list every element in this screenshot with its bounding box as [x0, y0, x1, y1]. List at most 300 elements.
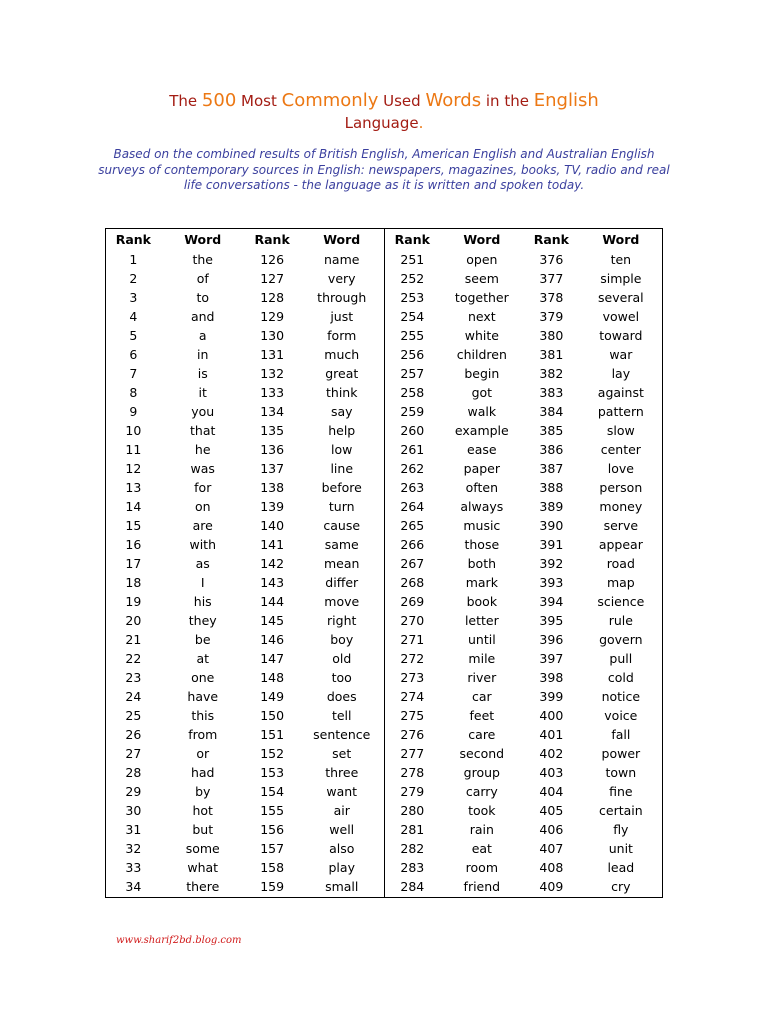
word-cell: eat [471, 841, 492, 856]
rank-cell: 404 [539, 784, 564, 799]
rank-cell: 137 [260, 461, 285, 476]
rank-cell: 264 [400, 499, 425, 514]
rank-cell: 276 [400, 727, 425, 742]
subtitle: Based on the combined results of British English, American English and Australian English surveys of contemporary sources in English: newspapers, magazines, books, TV, radio and real life conversations - the language as it is written and spoken today. [98, 147, 670, 192]
rank-cell: 284 [400, 879, 425, 894]
table-row [106, 307, 384, 326]
rank-cell: 7 [129, 366, 138, 381]
rank-cell: 392 [539, 556, 564, 571]
word-cell: carry [465, 784, 498, 799]
table-row [385, 649, 663, 668]
rank-cell: 33 [125, 860, 142, 875]
word-cell: move [324, 594, 360, 609]
word-cell: a [198, 328, 207, 343]
word-cell: great [325, 366, 359, 381]
rank-cell: 155 [260, 803, 285, 818]
table-row [385, 364, 663, 383]
word-cell: right [327, 613, 357, 628]
word-cell: mean [324, 556, 360, 571]
table-body-right [385, 250, 663, 896]
word-cell: lay [611, 366, 631, 381]
rank-cell: 268 [400, 575, 425, 590]
rank-cell: 273 [400, 670, 425, 685]
word-cell: room [465, 860, 498, 875]
table-row [106, 839, 384, 858]
rank-cell: 399 [539, 689, 564, 704]
word-cell: open [466, 252, 498, 267]
rank-cell: 406 [539, 822, 564, 837]
word-cell: before [321, 480, 362, 495]
rank-cell: 391 [539, 537, 564, 552]
word-cell: slow [606, 423, 635, 438]
title-highlight: English [533, 90, 599, 111]
rank-cell: 2 [129, 271, 138, 286]
word-cell: hot [192, 803, 213, 818]
rank-cell: 266 [400, 537, 425, 552]
rank-cell: 277 [400, 746, 425, 761]
table-row [385, 383, 663, 402]
word-cell: money [599, 499, 643, 514]
rank-cell: 263 [400, 480, 425, 495]
rank-cell: 8 [129, 385, 138, 400]
rank-cell: 409 [539, 879, 564, 894]
word-cell: children [456, 347, 507, 362]
rank-cell: 34 [125, 879, 142, 894]
word-cell: I [200, 575, 205, 590]
table-row [106, 687, 384, 706]
rank-cell: 397 [539, 651, 564, 666]
word-cell: sentence [313, 727, 371, 742]
word-cell: map [606, 575, 635, 590]
table-row [106, 706, 384, 725]
rank-cell: 147 [260, 651, 285, 666]
table-row [106, 326, 384, 345]
table-row [385, 630, 663, 649]
rank-cell: 385 [539, 423, 564, 438]
table-row [106, 269, 384, 288]
table-left [106, 229, 384, 896]
word-cell: ease [467, 442, 497, 457]
header-word: Word [602, 232, 640, 247]
rank-cell: 384 [539, 404, 564, 419]
rank-cell: 19 [125, 594, 142, 609]
rank-cell: 144 [260, 594, 285, 609]
word-cell: same [324, 537, 359, 552]
rank-cell: 256 [400, 347, 425, 362]
word-cell: from [188, 727, 218, 742]
rank-cell: 18 [125, 575, 142, 590]
word-cell: or [196, 746, 210, 761]
table-row [385, 516, 663, 535]
table-row [385, 611, 663, 630]
title-text: Used [378, 92, 426, 110]
word-cell: this [191, 708, 215, 723]
header-rank: Rank [394, 232, 430, 247]
rank-cell: 14 [125, 499, 142, 514]
word-cell: toward [599, 328, 643, 343]
word-cell: example [454, 423, 509, 438]
word-cell: you [191, 404, 215, 419]
word-cell: friend [463, 879, 501, 894]
word-cell: does [326, 689, 357, 704]
word-cell: next [467, 309, 496, 324]
rank-cell: 145 [260, 613, 285, 628]
word-cell: war [609, 347, 633, 362]
rank-cell: 134 [260, 404, 285, 419]
table-row [385, 782, 663, 801]
rank-cell: 394 [539, 594, 564, 609]
word-cell: book [466, 594, 498, 609]
word-cell: one [191, 670, 215, 685]
table-row [385, 535, 663, 554]
title-dot: . [418, 114, 424, 132]
table-row [385, 478, 663, 497]
word-cell: science [597, 594, 645, 609]
table-row [385, 744, 663, 763]
rank-cell: 127 [260, 271, 285, 286]
word-cell: voice [604, 708, 638, 723]
rank-cell: 157 [260, 841, 285, 856]
rank-cell: 269 [400, 594, 425, 609]
rank-cell: 159 [260, 879, 285, 894]
rank-cell: 3 [129, 290, 138, 305]
word-cell: by [195, 784, 211, 799]
table-row [106, 554, 384, 573]
header-rank: Rank [533, 232, 569, 247]
rank-cell: 12 [125, 461, 142, 476]
table-row [106, 877, 384, 896]
table-row [106, 459, 384, 478]
rank-cell: 280 [400, 803, 425, 818]
table-row [385, 250, 663, 269]
table-row [385, 421, 663, 440]
rank-cell: 281 [400, 822, 425, 837]
word-cell: for [194, 480, 212, 495]
word-cell: are [192, 518, 213, 533]
word-cell: it [198, 385, 207, 400]
rank-cell: 387 [539, 461, 564, 476]
rank-cell: 9 [129, 404, 138, 419]
table-left-half [106, 229, 385, 897]
rank-cell: 278 [400, 765, 425, 780]
table-row [106, 801, 384, 820]
table-row [106, 763, 384, 782]
rank-cell: 16 [125, 537, 142, 552]
word-cell: got [471, 385, 493, 400]
rank-cell: 262 [400, 461, 425, 476]
rank-cell: 267 [400, 556, 425, 571]
table-row [106, 364, 384, 383]
word-cell: have [187, 689, 219, 704]
rank-cell: 156 [260, 822, 285, 837]
rank-cell: 386 [539, 442, 564, 457]
table-row [385, 592, 663, 611]
rank-cell: 11 [125, 442, 142, 457]
rank-cell: 150 [260, 708, 285, 723]
word-cell: person [599, 480, 643, 495]
table-row [106, 630, 384, 649]
word-table [105, 228, 663, 898]
rank-cell: 389 [539, 499, 564, 514]
word-cell: with [189, 537, 216, 552]
rank-cell: 133 [260, 385, 285, 400]
rank-cell: 142 [260, 556, 285, 571]
table-row [106, 744, 384, 763]
rank-cell: 379 [539, 309, 564, 324]
word-cell: just [330, 309, 354, 324]
rank-cell: 28 [125, 765, 142, 780]
rank-cell: 383 [539, 385, 564, 400]
word-cell: care [468, 727, 496, 742]
word-cell: notice [601, 689, 641, 704]
word-cell: be [194, 632, 211, 647]
word-cell: seem [464, 271, 499, 286]
rank-cell: 24 [125, 689, 142, 704]
rank-cell: 393 [539, 575, 564, 590]
table-row [385, 440, 663, 459]
rank-cell: 377 [539, 271, 564, 286]
rank-cell: 401 [539, 727, 564, 742]
header-word: Word [323, 232, 361, 247]
word-cell: certain [599, 803, 643, 818]
rank-cell: 378 [539, 290, 564, 305]
rank-cell: 5 [129, 328, 138, 343]
page-title [0, 90, 768, 134]
title-text: Most [236, 92, 282, 110]
word-cell: both [467, 556, 497, 571]
table-row [106, 782, 384, 801]
rank-cell: 4 [129, 309, 138, 324]
rank-cell: 380 [539, 328, 564, 343]
rank-cell: 257 [400, 366, 425, 381]
title-text: Language [344, 114, 419, 132]
word-cell: three [325, 765, 359, 780]
word-cell: play [328, 860, 355, 875]
word-cell: against [597, 385, 644, 400]
word-cell: name [324, 252, 360, 267]
rank-cell: 376 [539, 252, 564, 267]
table-row [385, 307, 663, 326]
word-cell: rain [469, 822, 494, 837]
rank-cell: 153 [260, 765, 285, 780]
table-row [106, 250, 384, 269]
rank-cell: 141 [260, 537, 285, 552]
rank-cell: 251 [400, 252, 425, 267]
rank-cell: 128 [260, 290, 285, 305]
word-cell: well [329, 822, 355, 837]
word-cell: those [464, 537, 500, 552]
rank-cell: 26 [125, 727, 142, 742]
word-cell: cold [607, 670, 634, 685]
word-cell: they [188, 613, 217, 628]
word-cell: second [459, 746, 505, 761]
word-cell: also [329, 841, 355, 856]
rank-cell: 20 [125, 613, 142, 628]
table-row [385, 877, 663, 896]
footer-link[interactable]: www.sharif2bd.blog.com [116, 935, 242, 946]
word-cell: much [324, 347, 360, 362]
table-row [106, 668, 384, 687]
rank-cell: 158 [260, 860, 285, 875]
word-cell: think [326, 385, 358, 400]
word-cell: air [333, 803, 350, 818]
rank-cell: 22 [125, 651, 142, 666]
word-cell: set [332, 746, 352, 761]
rank-cell: 408 [539, 860, 564, 875]
word-cell: had [190, 765, 215, 780]
rank-cell: 29 [125, 784, 142, 799]
rank-cell: 138 [260, 480, 285, 495]
word-cell: walk [467, 404, 497, 419]
word-cell: differ [325, 575, 359, 590]
word-cell: and [190, 309, 215, 324]
rank-cell: 272 [400, 651, 425, 666]
table-row [385, 269, 663, 288]
rank-cell: 396 [539, 632, 564, 647]
table-row [106, 649, 384, 668]
word-cell: road [606, 556, 635, 571]
word-cell: in [197, 347, 209, 362]
word-cell: took [468, 803, 496, 818]
word-cell: as [195, 556, 210, 571]
rank-cell: 126 [260, 252, 285, 267]
word-cell: town [605, 765, 637, 780]
rank-cell: 1 [129, 252, 138, 267]
rank-cell: 400 [539, 708, 564, 723]
word-cell: the [192, 252, 213, 267]
table-row [385, 573, 663, 592]
table-row [385, 345, 663, 364]
rank-cell: 129 [260, 309, 285, 324]
word-cell: is [197, 366, 208, 381]
word-cell: mile [468, 651, 496, 666]
rank-cell: 17 [125, 556, 142, 571]
word-cell: ten [610, 252, 632, 267]
word-cell: say [330, 404, 353, 419]
word-cell: paper [463, 461, 501, 476]
rank-cell: 259 [400, 404, 425, 419]
table-row [106, 611, 384, 630]
table-row [106, 535, 384, 554]
word-cell: river [467, 670, 497, 685]
word-cell: unit [608, 841, 633, 856]
word-cell: love [607, 461, 634, 476]
table-right [385, 229, 663, 896]
header-word: Word [463, 232, 501, 247]
rank-cell: 139 [260, 499, 285, 514]
word-cell: often [465, 480, 498, 495]
rank-cell: 23 [125, 670, 142, 685]
word-cell: fall [611, 727, 631, 742]
word-cell: on [194, 499, 211, 514]
word-cell: tell [331, 708, 352, 723]
table-right-half [385, 229, 663, 897]
word-cell: some [185, 841, 220, 856]
rank-cell: 151 [260, 727, 285, 742]
word-cell: lead [607, 860, 635, 875]
rank-cell: 10 [125, 423, 142, 438]
rank-cell: 405 [539, 803, 564, 818]
word-cell: there [186, 879, 220, 894]
title-text: The [169, 92, 202, 110]
word-cell: old [332, 651, 352, 666]
rank-cell: 148 [260, 670, 285, 685]
rank-cell: 130 [260, 328, 285, 343]
rank-cell: 283 [400, 860, 425, 875]
table-row [106, 858, 384, 877]
table-row [385, 725, 663, 744]
table-row [385, 326, 663, 345]
rank-cell: 260 [400, 423, 425, 438]
table-row [385, 497, 663, 516]
table-row [106, 345, 384, 364]
rank-cell: 390 [539, 518, 564, 533]
table-header-row [385, 229, 663, 250]
word-cell: too [331, 670, 352, 685]
rank-cell: 6 [129, 347, 138, 362]
word-cell: very [327, 271, 356, 286]
rank-cell: 282 [400, 841, 425, 856]
table-row [385, 288, 663, 307]
rank-cell: 27 [125, 746, 142, 761]
rank-cell: 255 [400, 328, 425, 343]
word-cell: simple [600, 271, 642, 286]
word-cell: cry [611, 879, 631, 894]
word-cell: fly [613, 822, 629, 837]
table-row [385, 554, 663, 573]
word-cell: small [325, 879, 359, 894]
rank-cell: 382 [539, 366, 564, 381]
table-header-row [106, 229, 384, 250]
word-cell: boy [330, 632, 354, 647]
rank-cell: 143 [260, 575, 285, 590]
word-cell: music [463, 518, 501, 533]
word-cell: was [190, 461, 215, 476]
word-cell: power [601, 746, 641, 761]
word-cell: appear [598, 537, 643, 552]
rank-cell: 407 [539, 841, 564, 856]
rank-cell: 146 [260, 632, 285, 647]
table-row [385, 668, 663, 687]
word-cell: govern [599, 632, 643, 647]
rank-cell: 279 [400, 784, 425, 799]
table-row [106, 402, 384, 421]
table-row [385, 706, 663, 725]
word-cell: car [472, 689, 492, 704]
table-row [106, 516, 384, 535]
word-cell: group [463, 765, 500, 780]
table-row [106, 820, 384, 839]
table-row [106, 725, 384, 744]
word-cell: mark [465, 575, 498, 590]
rank-cell: 31 [125, 822, 142, 837]
rank-cell: 149 [260, 689, 285, 704]
rank-cell: 25 [125, 708, 142, 723]
table-row [385, 687, 663, 706]
word-cell: he [194, 442, 211, 457]
table-row [385, 820, 663, 839]
word-cell: fine [609, 784, 633, 799]
table-row [385, 858, 663, 877]
word-cell: of [196, 271, 209, 286]
word-cell: feet [469, 708, 495, 723]
header-word: Word [184, 232, 222, 247]
rank-cell: 132 [260, 366, 285, 381]
rank-cell: 388 [539, 480, 564, 495]
title-line-2 [0, 112, 768, 134]
table-row [106, 497, 384, 516]
word-cell: until [467, 632, 496, 647]
